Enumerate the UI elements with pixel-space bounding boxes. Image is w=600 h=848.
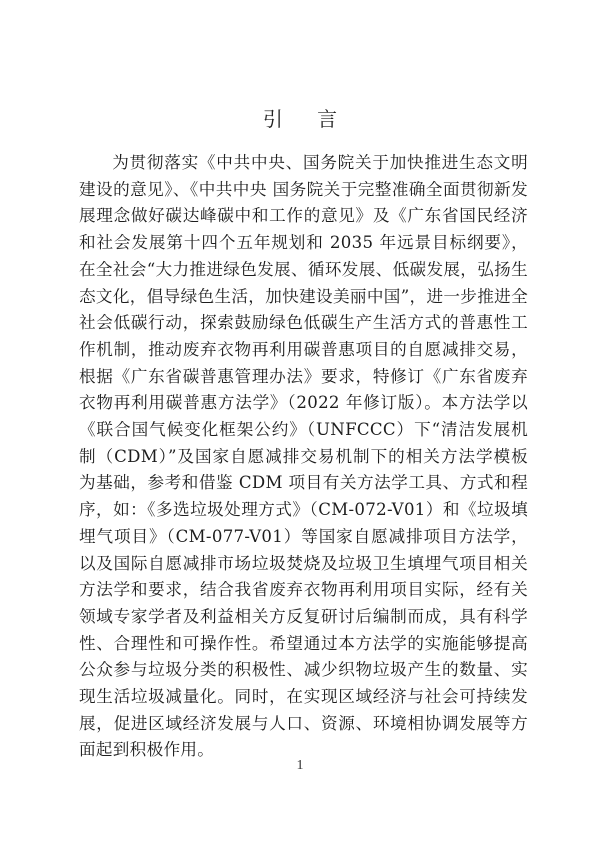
page-number: 1 [296, 758, 304, 773]
page-title: 引 言 [262, 107, 352, 131]
introduction-paragraph: 为贯彻落实《中共中央、国务院关于加快推进生态文明建设的意见》、《中共中央 国务院关于完整准确全面贯彻新发展理念做好碳达峰碳中和工作的意见》及《广东省国民经济和社会发展第十四个五年规划和 2035 年远景目标纲要》，在全社会“大力推进绿色发展、循环发展、低碳发展，弘扬生态文化，倡导绿色生活，加快建设美丽中国”，进一步推进全社会低碳行动，探索鼓励绿色低碳生产生活方式的普惠性工作机制，推动废弃衣物再利用碳普惠项目的自愿减排交易，根据《广东省碳普惠管理办法》要求，特修订《广东省废弃衣物再利用碳普惠方法学》（2022 年修订版）。本方法学以《联合国气候变化框架公约》（UNFCCC）下“清洁发展机制（CDM）”及国家自愿减排交易机制下的相关方法学模板为基础，参考和借鉴 CDM 项目有关方法学工具、方式和程序，如：《多选垃圾处理方式》（CM-072-V01）和《垃圾填埋气项目》（CM-077-V01）等国家自愿减排项目方法学，以及国际自愿减排市场垃圾焚烧及垃圾卫生填埋气项目相关方法学和要求，结合我省废弃衣物再利用项目实际，经有关领域专家学者及利益相关方反复研讨后编制而成，具有科学性、合理性和可操作性。希望通过本方法学的实施能够提高公众参与垃圾分类的积极性、减少织物垃圾产生的数量、实现生活垃圾减量化。同时，在实现区域经济与社会可持续发展，促进区域经济发展与人口、资源、环境相协调发展等方面起到积极作用。 [79, 153, 528, 760]
body-text [79, 150, 528, 764]
